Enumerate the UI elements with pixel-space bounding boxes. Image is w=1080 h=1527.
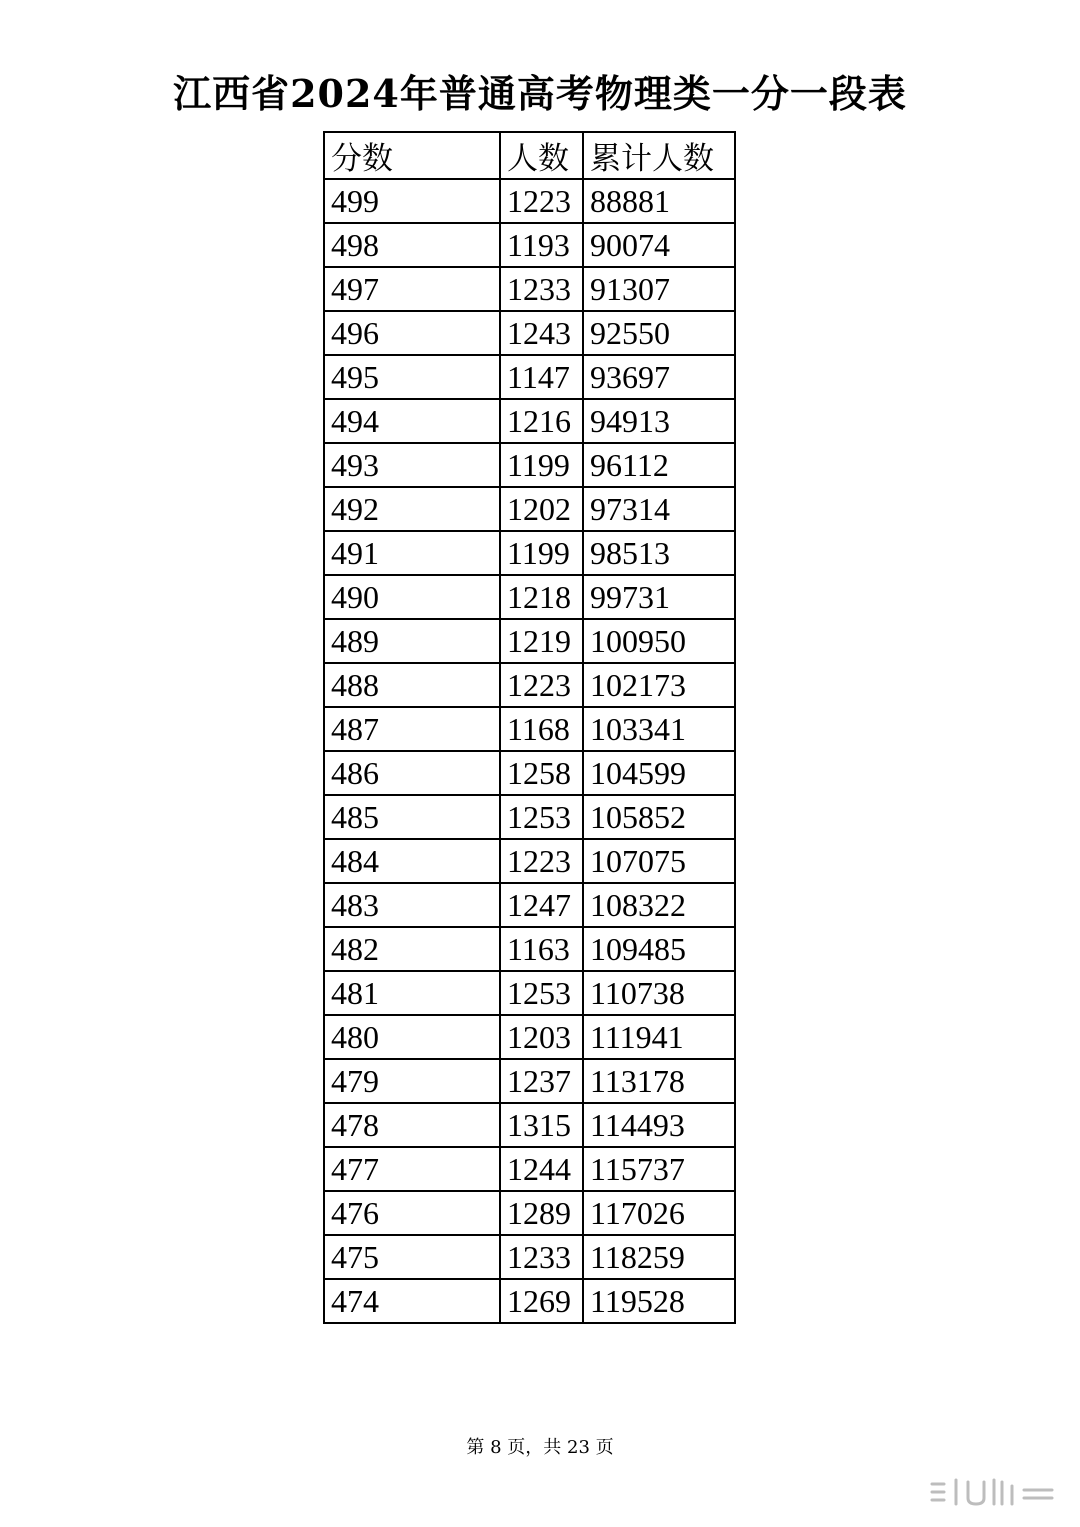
cell-cumulative: 92550 (583, 311, 735, 355)
cell-score: 479 (324, 1059, 500, 1103)
cell-count: 1199 (500, 443, 583, 487)
cell-count: 1218 (500, 575, 583, 619)
header-cumulative: 累计人数 (583, 132, 735, 179)
cell-cumulative: 109485 (583, 927, 735, 971)
cell-count: 1247 (500, 883, 583, 927)
cell-cumulative: 94913 (583, 399, 735, 443)
cell-cumulative: 113178 (583, 1059, 735, 1103)
cell-cumulative: 98513 (583, 531, 735, 575)
cell-score: 494 (324, 399, 500, 443)
table-row (324, 883, 735, 927)
cell-score: 478 (324, 1103, 500, 1147)
cell-score: 481 (324, 971, 500, 1015)
table-row (324, 751, 735, 795)
cell-cumulative: 99731 (583, 575, 735, 619)
cell-score: 490 (324, 575, 500, 619)
table-body (324, 179, 735, 1323)
table-row (324, 223, 735, 267)
table-row (324, 179, 735, 223)
cell-count: 1203 (500, 1015, 583, 1059)
cell-score: 492 (324, 487, 500, 531)
cell-cumulative: 115737 (583, 1147, 735, 1191)
cell-count: 1253 (500, 795, 583, 839)
table-row (324, 1235, 735, 1279)
table-row (324, 839, 735, 883)
cell-cumulative: 91307 (583, 267, 735, 311)
cell-count: 1199 (500, 531, 583, 575)
cell-count: 1223 (500, 179, 583, 223)
cell-cumulative: 97314 (583, 487, 735, 531)
cell-cumulative: 117026 (583, 1191, 735, 1235)
cell-score: 489 (324, 619, 500, 663)
page-number: 第 8 页，共 23 页 (466, 1437, 614, 1458)
table-row (324, 971, 735, 1015)
app-watermark-icon (928, 1476, 1058, 1508)
cell-cumulative: 90074 (583, 223, 735, 267)
table-row (324, 619, 735, 663)
cell-count: 1253 (500, 971, 583, 1015)
cell-cumulative: 88881 (583, 179, 735, 223)
cell-score: 483 (324, 883, 500, 927)
cell-count: 1269 (500, 1279, 583, 1323)
cell-cumulative: 102173 (583, 663, 735, 707)
cell-score: 491 (324, 531, 500, 575)
cell-cumulative: 111941 (583, 1015, 735, 1059)
cell-count: 1168 (500, 707, 583, 751)
table-row (324, 487, 735, 531)
cell-score: 475 (324, 1235, 500, 1279)
cell-score: 485 (324, 795, 500, 839)
table-row (324, 311, 735, 355)
cell-count: 1223 (500, 663, 583, 707)
cell-cumulative: 118259 (583, 1235, 735, 1279)
score-distribution-table (323, 131, 736, 1324)
cell-count: 1233 (500, 267, 583, 311)
cell-score: 484 (324, 839, 500, 883)
cell-score: 487 (324, 707, 500, 751)
cell-score: 482 (324, 927, 500, 971)
table-row (324, 575, 735, 619)
table-row (324, 795, 735, 839)
cell-count: 1216 (500, 399, 583, 443)
cell-score: 488 (324, 663, 500, 707)
cell-score: 477 (324, 1147, 500, 1191)
cell-cumulative: 114493 (583, 1103, 735, 1147)
cell-count: 1163 (500, 927, 583, 971)
table-row (324, 355, 735, 399)
cell-count: 1237 (500, 1059, 583, 1103)
cell-score: 476 (324, 1191, 500, 1235)
table-row (324, 1103, 735, 1147)
table-row (324, 707, 735, 751)
cell-count: 1258 (500, 751, 583, 795)
cell-cumulative: 100950 (583, 619, 735, 663)
cell-cumulative: 110738 (583, 971, 735, 1015)
table-row (324, 531, 735, 575)
cell-cumulative: 93697 (583, 355, 735, 399)
table-row (324, 399, 735, 443)
table-row (324, 443, 735, 487)
table-row (324, 1147, 735, 1191)
cell-count: 1244 (500, 1147, 583, 1191)
cell-score: 495 (324, 355, 500, 399)
cell-score: 499 (324, 179, 500, 223)
header-score: 分数 (324, 132, 500, 179)
cell-count: 1223 (500, 839, 583, 883)
cell-score: 486 (324, 751, 500, 795)
cell-count: 1202 (500, 487, 583, 531)
cell-count: 1193 (500, 223, 583, 267)
cell-score: 497 (324, 267, 500, 311)
table-row (324, 267, 735, 311)
table-row (324, 927, 735, 971)
cell-count: 1147 (500, 355, 583, 399)
table-row (324, 1279, 735, 1323)
cell-score: 480 (324, 1015, 500, 1059)
cell-count: 1289 (500, 1191, 583, 1235)
cell-count: 1233 (500, 1235, 583, 1279)
cell-score: 493 (324, 443, 500, 487)
table-row (324, 1059, 735, 1103)
cell-cumulative: 108322 (583, 883, 735, 927)
table-row (324, 1191, 735, 1235)
cell-cumulative: 107075 (583, 839, 735, 883)
table-row (324, 663, 735, 707)
cell-score: 498 (324, 223, 500, 267)
cell-cumulative: 103341 (583, 707, 735, 751)
header-count: 人数 (500, 132, 583, 179)
cell-cumulative: 105852 (583, 795, 735, 839)
table-row (324, 1015, 735, 1059)
cell-count: 1243 (500, 311, 583, 355)
cell-cumulative: 119528 (583, 1279, 735, 1323)
cell-count: 1315 (500, 1103, 583, 1147)
cell-score: 496 (324, 311, 500, 355)
cell-score: 474 (324, 1279, 500, 1323)
document-title: 江西省2024年普通高考物理类一分一段表 (173, 71, 907, 116)
cell-cumulative: 104599 (583, 751, 735, 795)
cell-cumulative: 96112 (583, 443, 735, 487)
table-header-row (324, 132, 735, 179)
cell-count: 1219 (500, 619, 583, 663)
